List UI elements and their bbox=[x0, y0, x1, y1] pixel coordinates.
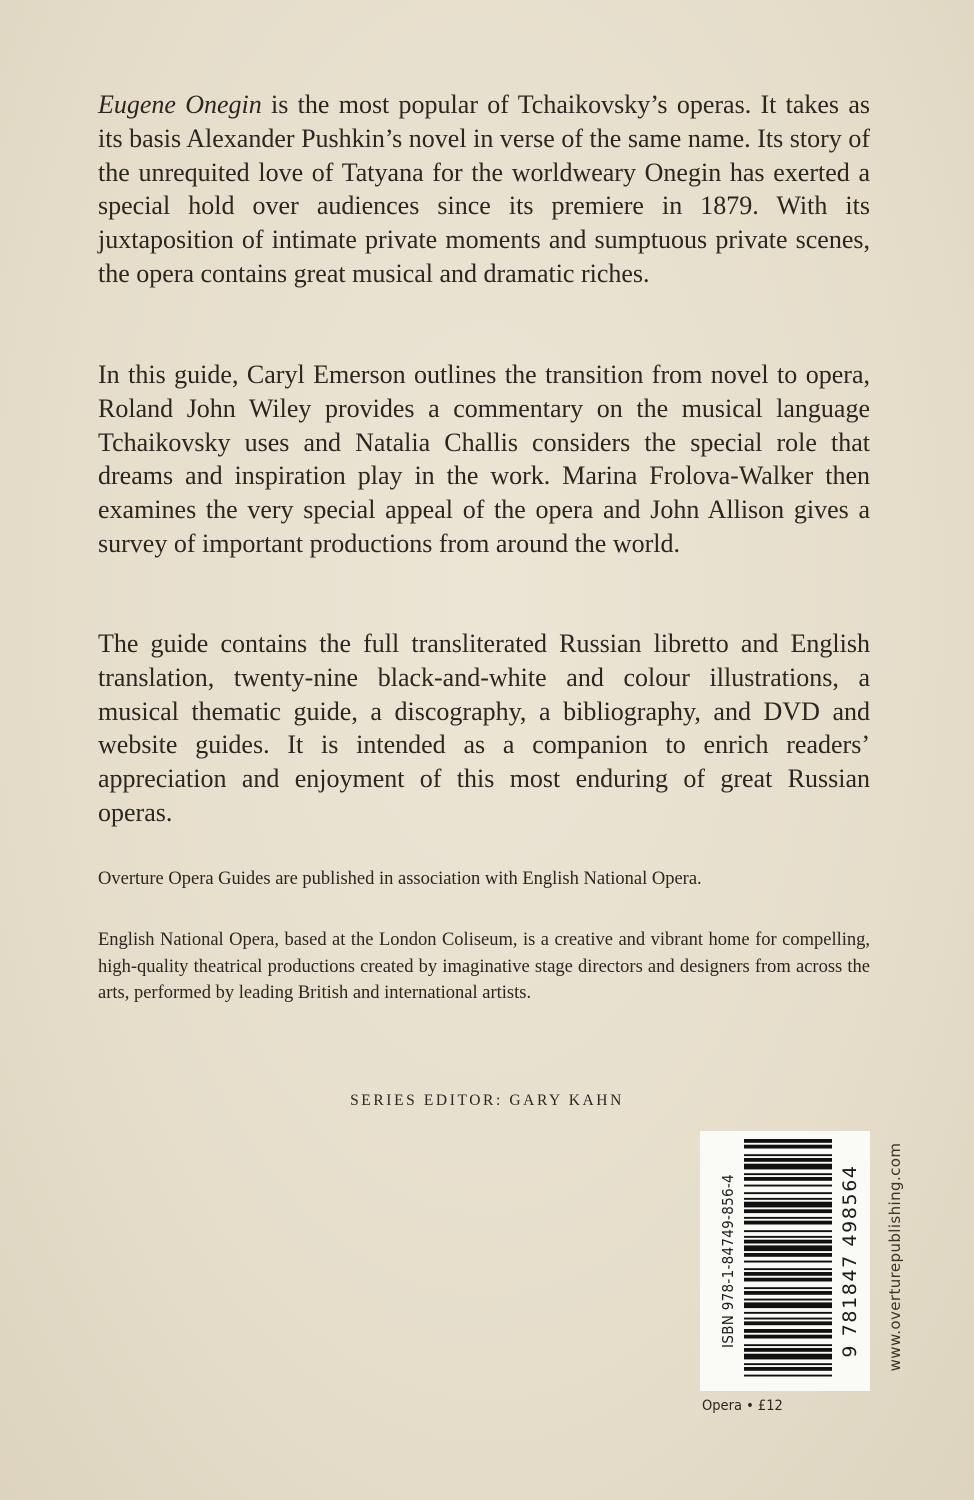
barcode-bar bbox=[744, 1192, 832, 1194]
barcode-bar bbox=[744, 1329, 832, 1333]
barcode-bar bbox=[744, 1302, 832, 1308]
barcode-bar bbox=[744, 1344, 832, 1346]
barcode-bar bbox=[744, 1354, 832, 1360]
barcode-bar bbox=[744, 1173, 832, 1175]
eno-note: English National Opera, based at the London Coliseum, is a creative and vibrant home for compelling, high-quality theatrical productions created by imaginative stage directors and designers from across the arts, performed by leading British and international artists. bbox=[98, 930, 870, 1003]
barcode-bar bbox=[744, 1154, 832, 1156]
barcode-bar bbox=[744, 1221, 832, 1225]
barcode-bar bbox=[744, 1335, 832, 1339]
barcode-bar bbox=[744, 1363, 832, 1365]
barcode-bar bbox=[744, 1268, 832, 1270]
barcode-bar bbox=[744, 1367, 832, 1371]
blurb-paragraph-3: The guide contains the full transliterated Russian libretto and English translation, twenty-nine black-and-white and colour illustrations, a musical thematic guide, a discography, a bibliography, and DVD and website guides. It is intended as a companion to enrich readers’ appreciation and enjoyment of this most enduring of great Russian operas. bbox=[98, 629, 870, 827]
barcode-bar bbox=[744, 1272, 832, 1276]
barcode-bar bbox=[744, 1145, 832, 1149]
blurb-paragraph-2: In this guide, Caryl Emerson outlines the transition from novel to opera, Roland John Wiley provides a commentary on the musical language Tchaikovsky uses and Natalia Challis considers the special role that dreams and inspiration play in the work. Marina Frolova-Walker then examines the very special appeal of the opera and John Allison gives a survey of important productions from around the world. bbox=[98, 360, 870, 558]
barcode-bar bbox=[744, 1375, 832, 1377]
barcode-bar bbox=[744, 1245, 832, 1251]
series-note: Overture Opera Guides are published in association with English National Opera. bbox=[98, 869, 702, 889]
blurb-paragraph-1 bbox=[98, 88, 870, 291]
barcode-bar bbox=[744, 1287, 832, 1289]
barcode-bar bbox=[744, 1230, 832, 1232]
category-price: Opera • £12 bbox=[702, 1398, 783, 1414]
barcode-bar bbox=[744, 1236, 832, 1238]
barcode-bar bbox=[744, 1158, 832, 1162]
publisher-website: www.overturepublishing.com bbox=[886, 1142, 904, 1372]
barcode-bar bbox=[744, 1217, 832, 1219]
barcode-bar bbox=[744, 1185, 832, 1187]
ean-number: 9 781847 498564 bbox=[839, 1164, 861, 1358]
barcode-bar bbox=[744, 1198, 832, 1200]
barcode-bar bbox=[744, 1299, 832, 1301]
barcode-bar bbox=[744, 1348, 832, 1352]
book-title: Eugene Onegin bbox=[98, 90, 262, 119]
barcode-bar bbox=[744, 1202, 832, 1208]
barcode-bar bbox=[744, 1240, 832, 1244]
isbn-number: ISBN 978-1-84749-856-4 bbox=[719, 1174, 737, 1348]
blurb-paragraph-1-text: is the most popular of Tchaikovsky’s operas. It takes as its basis Alexander Pushkin’s novel in verse of the same name. Its story of the unrequited love of Tatyana for the worldweary Onegin has exerted a special hold over audiences since its premiere in 1879. With its juxtaposition of intimate private moments and sumptuous private scenes, the opera contains great musical and dramatic riches. bbox=[98, 90, 870, 288]
barcode-bar bbox=[744, 1261, 832, 1263]
series-editor: SERIES EDITOR: GARY KAHN bbox=[350, 1092, 624, 1109]
barcode-bar bbox=[744, 1177, 832, 1181]
barcode-bar bbox=[744, 1318, 832, 1320]
barcode-bar bbox=[744, 1209, 832, 1213]
barcode-panel bbox=[700, 1131, 870, 1391]
barcode-bar bbox=[744, 1139, 832, 1143]
barcode-bar bbox=[744, 1321, 832, 1325]
barcode-bar bbox=[744, 1312, 832, 1314]
barcode-bar bbox=[744, 1291, 832, 1295]
barcode-bar bbox=[744, 1253, 832, 1257]
barcode-bar bbox=[744, 1278, 832, 1282]
barcode-bar bbox=[744, 1164, 832, 1170]
